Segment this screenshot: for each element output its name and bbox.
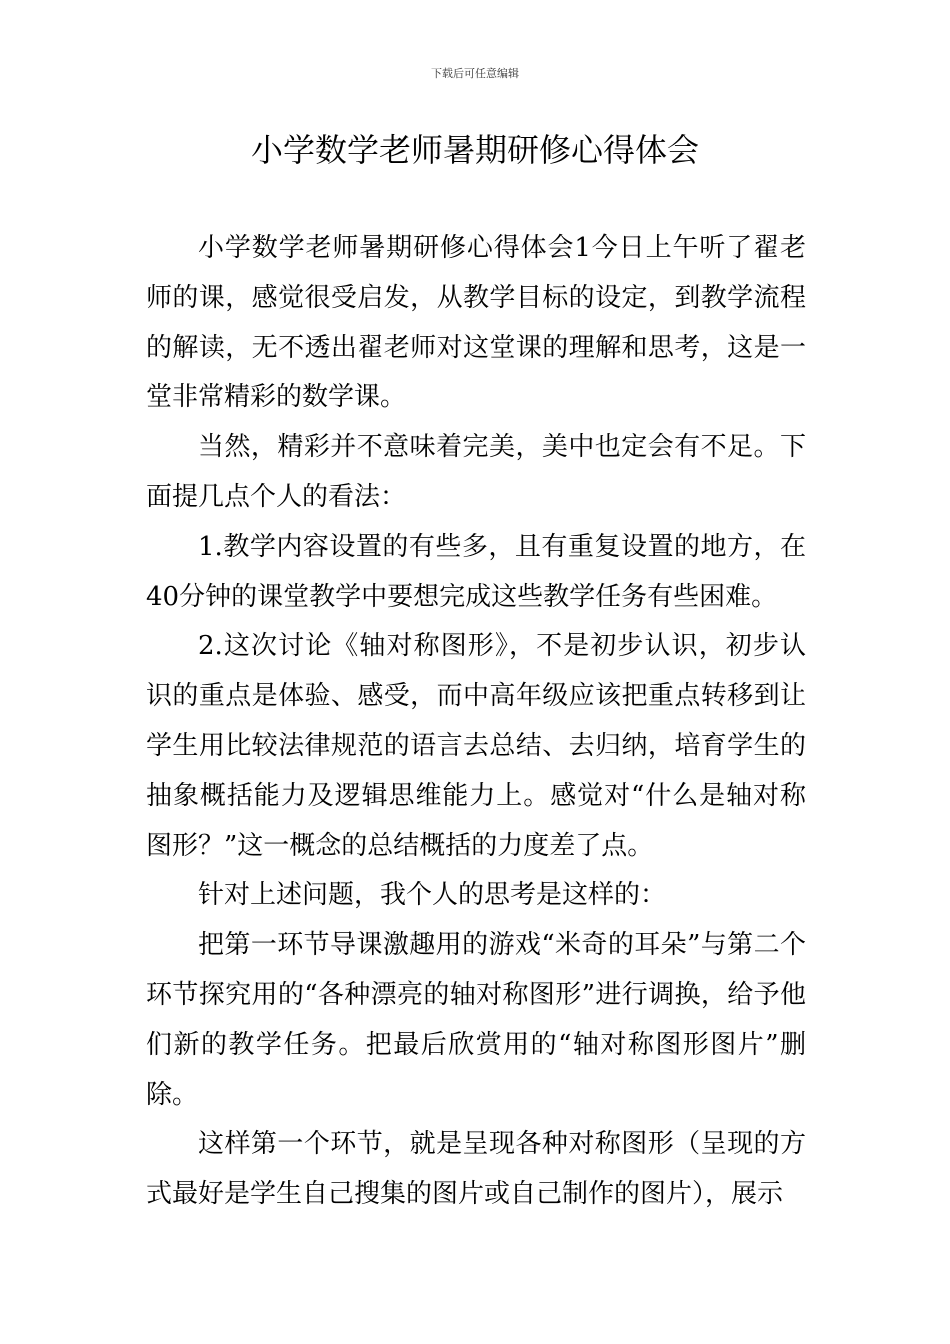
paragraph-2: 当然，精彩并不意味着完美，美中也定会有不足。下面提几点个人的看法： [146, 432, 806, 512]
paragraph-6: 把第一环节导课激趣用的游戏“米奇的耳朵”与第二个环节探究用的“各种漂亮的轴对称图形”进行调换，给予他们新的教学任务。把最后欣赏用的“轴对称图形图片”删除。 [146, 930, 806, 1110]
paragraph-4: 2.这次讨论《轴对称图形》，不是初步认识，初步认识的重点是体验、感受，而中高年级应该把重点转移到让学生用比较法律规范的语言去总结、去归纳，培育学生的抽象概括能力及逻辑思维能力上。感觉对“什么是轴对称图形？”这一概念的总结概括的力度差了点。 [146, 631, 806, 861]
document-title: 小学数学老师暑期研修心得体会 [250, 131, 699, 169]
paragraph-5: 针对上述问题，我个人的思考是这样的： [198, 880, 667, 911]
paragraph-7: 这样第一个环节，就是呈现各种对称图形（呈现的方式最好是学生自己搜集的图片或自己制作的图片），展示 [146, 1129, 806, 1210]
document-body [146, 224, 806, 1220]
paragraph-3: 1.教学内容设置的有些多，且有重复设置的地方，在40分钟的课堂教学中要想完成这些教学任务有些困难。 [146, 531, 806, 612]
paragraph-1: 小学数学老师暑期研修心得体会1今日上午听了翟老师的课，感觉很受启发，从教学目标的设定，到教学流程的解读，无不透出翟老师对这堂课的理解和思考，这是一堂非常精彩的数学课。 [146, 233, 806, 413]
header-note: 下载后可任意编辑 [431, 67, 519, 80]
